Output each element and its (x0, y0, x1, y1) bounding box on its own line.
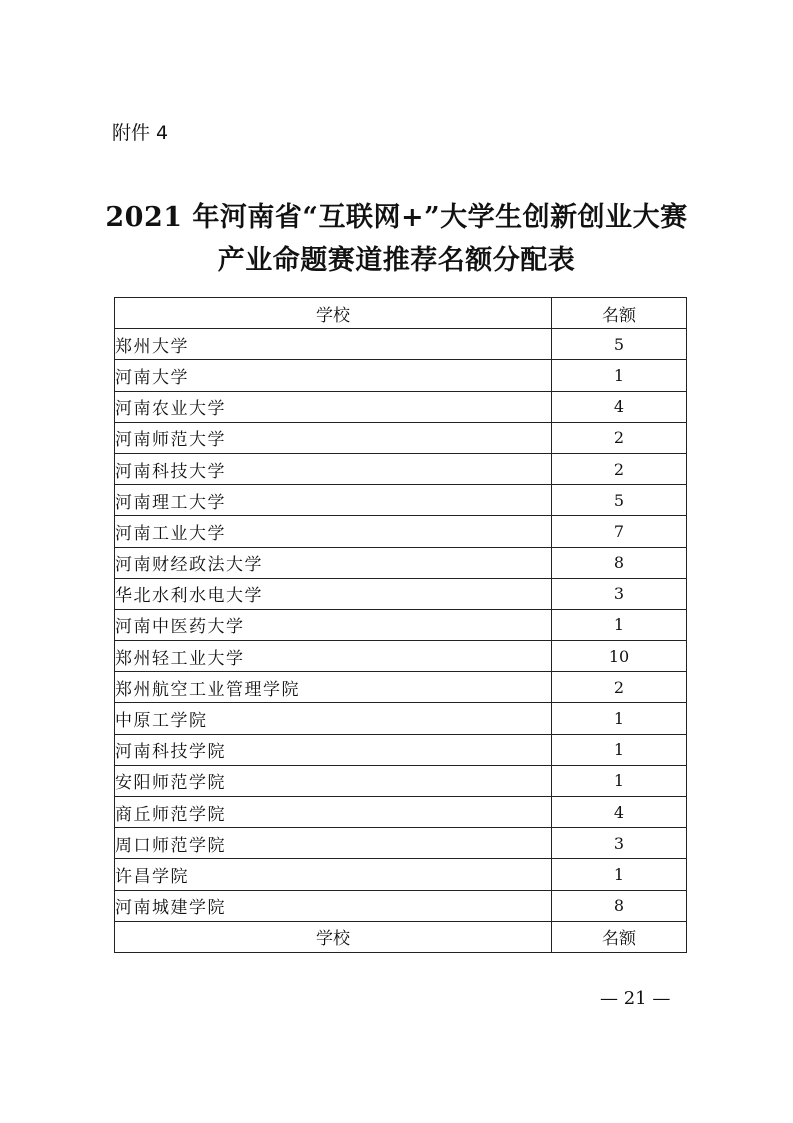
quota-cell: 8 (552, 890, 687, 921)
school-cell: 河南科技学院 (115, 734, 552, 765)
table-row (115, 391, 687, 422)
page-number: — 21 — (600, 988, 671, 1009)
school-cell: 郑州航空工业管理学院 (115, 672, 552, 703)
table-row (115, 859, 687, 890)
school-cell: 周口师范学院 (115, 828, 552, 859)
table-row (115, 703, 687, 734)
school-cell: 郑州大学 (115, 329, 552, 360)
table-row (115, 890, 687, 921)
column-header-quota: 名额 (552, 298, 687, 329)
column-header-school: 学校 (115, 298, 552, 329)
document-title-line-1: 2021 年河南省“互联网+”大学生创新创业大赛 (105, 202, 688, 233)
school-cell: 华北水利水电大学 (115, 578, 552, 609)
document-title-line-2: 产业命题赛道推荐名额分配表 (217, 245, 576, 276)
table-row (115, 360, 687, 391)
attachment-label: 附件 4 (112, 122, 169, 144)
quota-cell: 3 (552, 578, 687, 609)
table-row (115, 797, 687, 828)
quota-cell: 8 (552, 547, 687, 578)
quota-cell: 4 (552, 391, 687, 422)
table-row (115, 641, 687, 672)
table-header-row (115, 298, 687, 329)
table-row (115, 609, 687, 640)
school-cell: 许昌学院 (115, 859, 552, 890)
school-cell: 河南工业大学 (115, 516, 552, 547)
quota-cell: 5 (552, 485, 687, 516)
quota-cell: 1 (552, 765, 687, 796)
quota-cell: 3 (552, 828, 687, 859)
school-cell: 河南理工大学 (115, 485, 552, 516)
quota-cell: 10 (552, 641, 687, 672)
quota-cell: 2 (552, 453, 687, 484)
school-cell: 安阳师范学院 (115, 765, 552, 796)
table-footer-row (115, 921, 687, 952)
school-cell: 河南师范大学 (115, 422, 552, 453)
school-cell: 河南中医药大学 (115, 609, 552, 640)
footer-school: 学校 (115, 921, 552, 952)
school-cell: 河南大学 (115, 360, 552, 391)
quota-cell: 7 (552, 516, 687, 547)
quota-cell: 1 (552, 859, 687, 890)
footer-quota: 名额 (552, 921, 687, 952)
table-row (115, 734, 687, 765)
table-row (115, 828, 687, 859)
school-cell: 河南财经政法大学 (115, 547, 552, 578)
school-cell: 郑州轻工业大学 (115, 641, 552, 672)
quota-cell: 1 (552, 609, 687, 640)
table-row (115, 422, 687, 453)
quota-cell: 5 (552, 329, 687, 360)
quota-cell: 1 (552, 734, 687, 765)
table-row (115, 329, 687, 360)
quota-table (114, 297, 687, 953)
table-row (115, 485, 687, 516)
quota-cell: 2 (552, 422, 687, 453)
quota-cell: 1 (552, 703, 687, 734)
school-cell: 河南科技大学 (115, 453, 552, 484)
quota-cell: 2 (552, 672, 687, 703)
table-row (115, 547, 687, 578)
school-cell: 河南农业大学 (115, 391, 552, 422)
table-row (115, 765, 687, 796)
school-cell: 商丘师范学院 (115, 797, 552, 828)
quota-cell: 1 (552, 360, 687, 391)
quota-cell: 4 (552, 797, 687, 828)
table-row (115, 453, 687, 484)
school-cell: 河南城建学院 (115, 890, 552, 921)
school-cell: 中原工学院 (115, 703, 552, 734)
table-row (115, 516, 687, 547)
table-row (115, 578, 687, 609)
table-row (115, 672, 687, 703)
